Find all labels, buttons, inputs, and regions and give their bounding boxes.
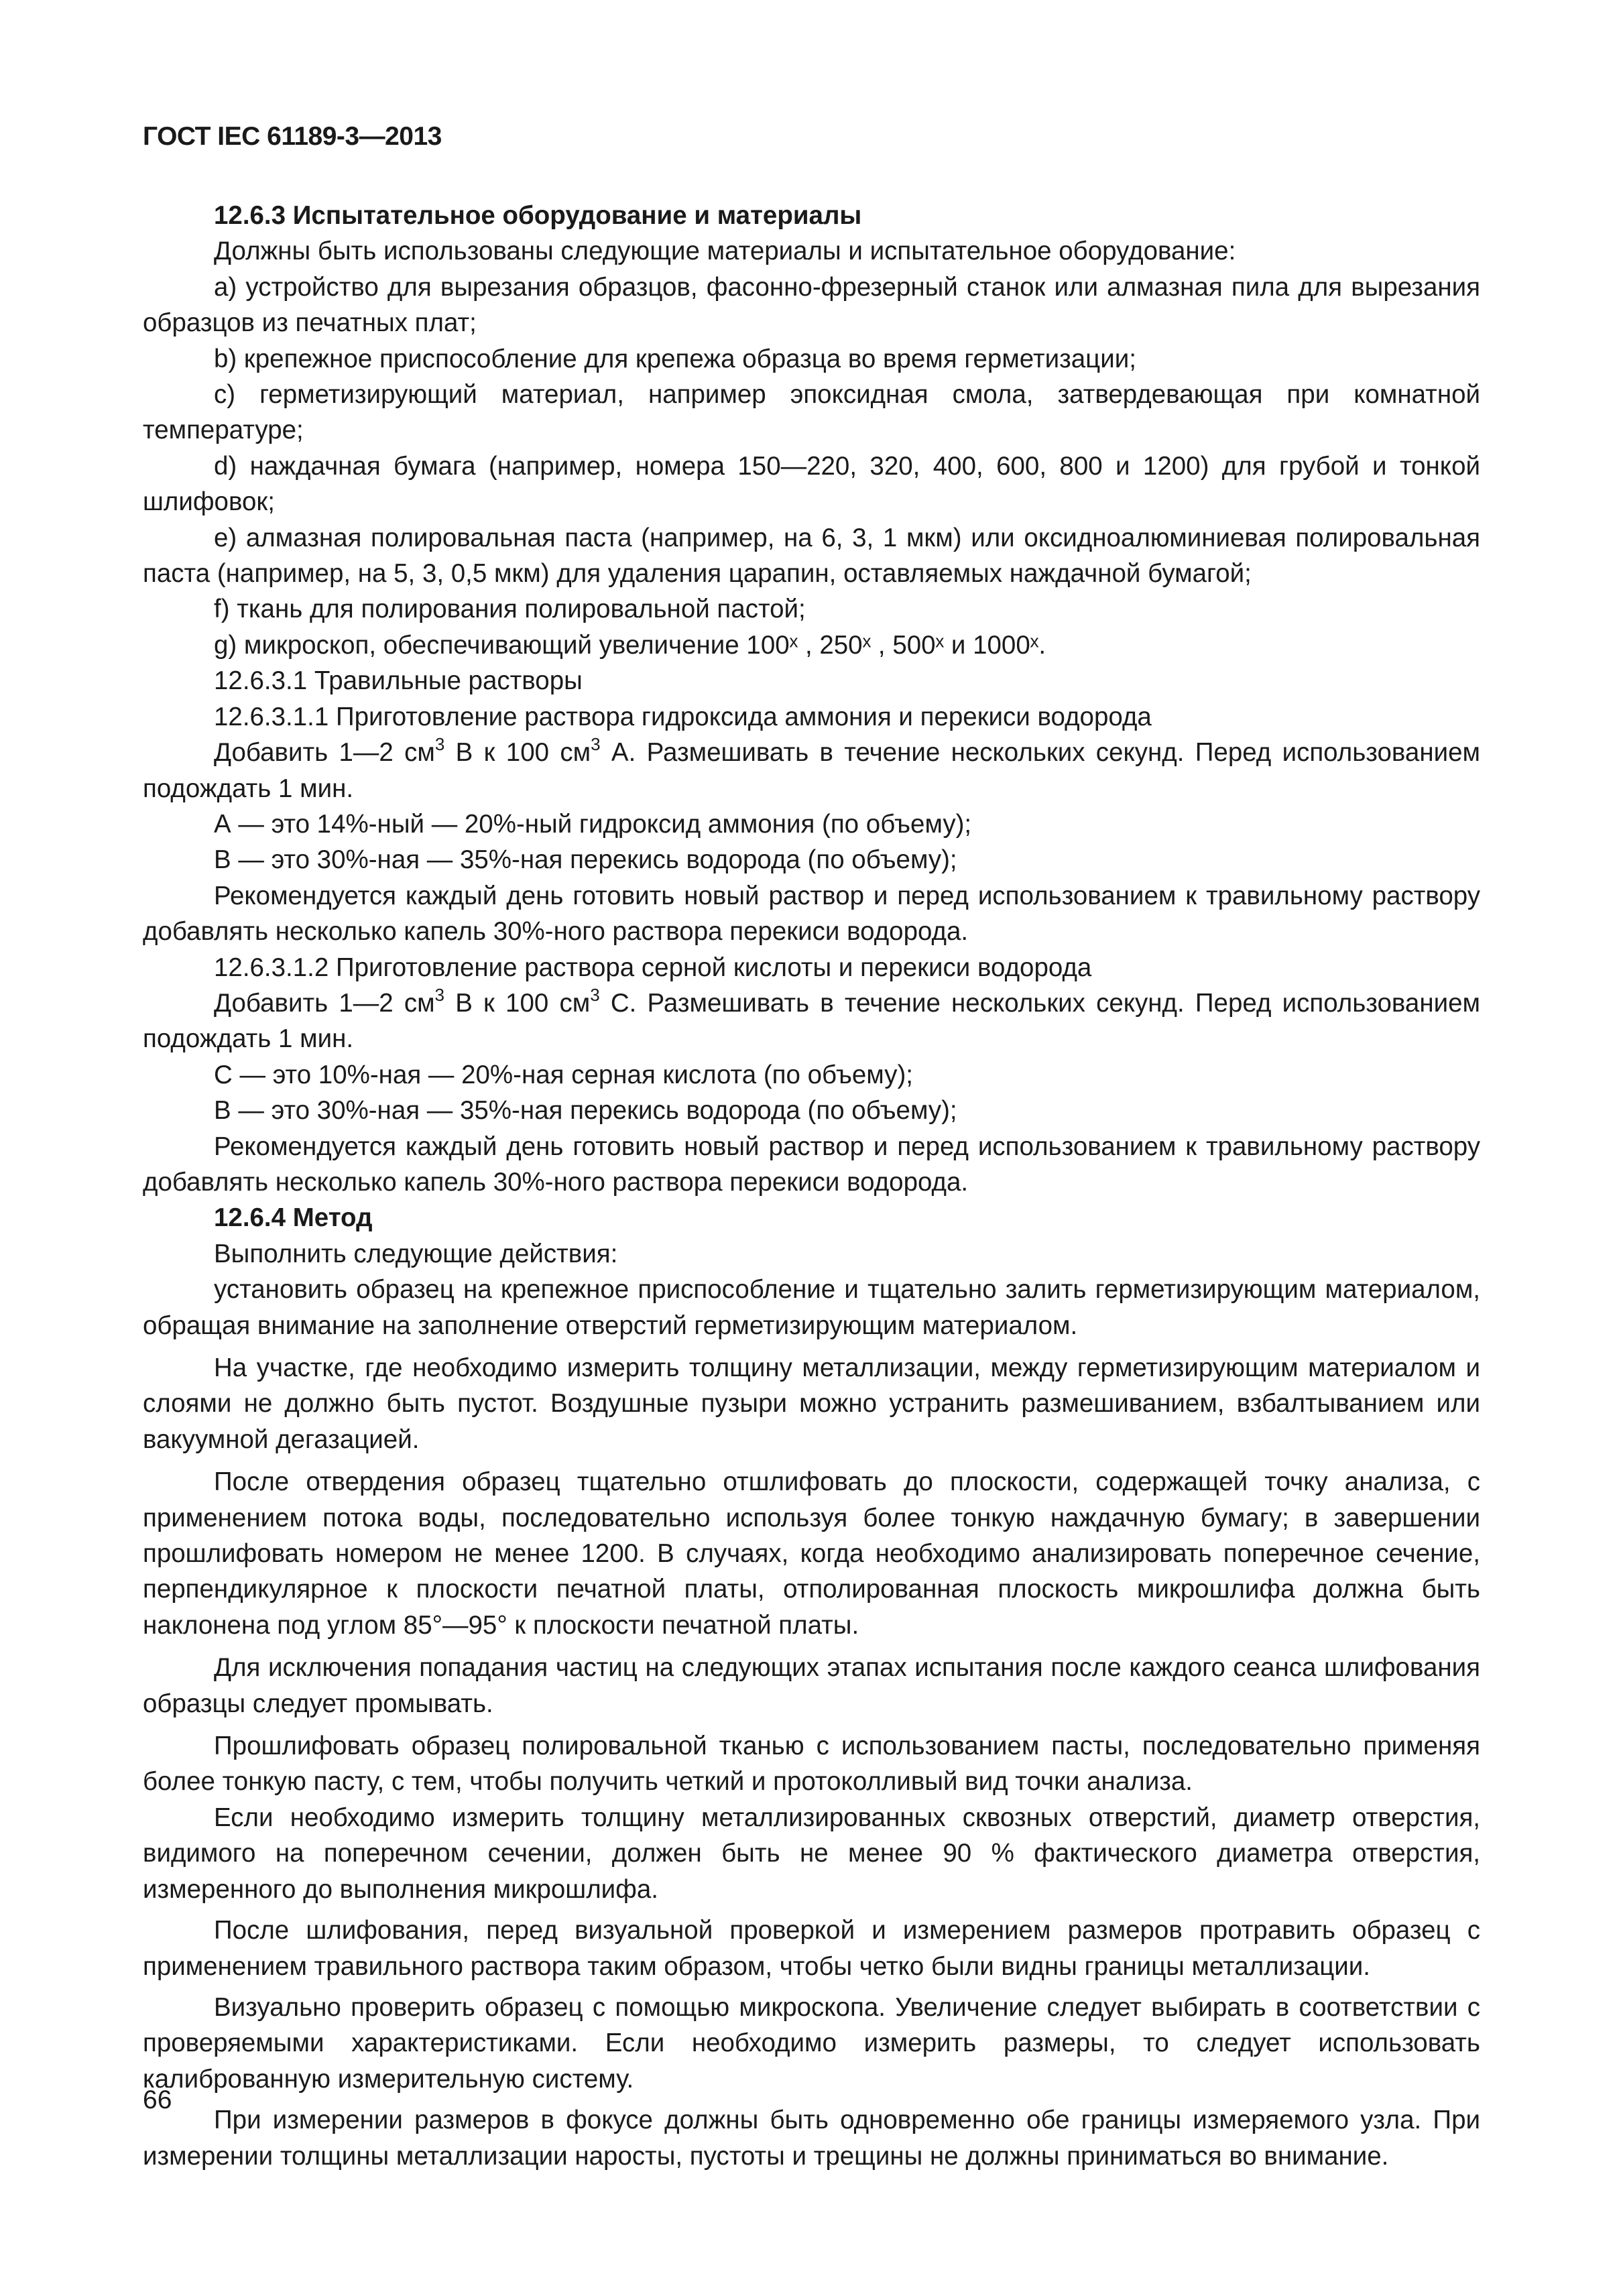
definition-c: С — это 10%-ная — 20%-ная серная кислота (по объему); (214, 1060, 913, 1089)
list-item-g: g) микроскоп, обеспечивающий увеличение 100ˣ , 250ˣ , 500ˣ и 1000ˣ. (214, 630, 1046, 660)
list-item-f: f) ткань для полирования полировальной пастой; (214, 595, 806, 624)
paragraph: На участке, где необходимо измерить толщину металлизации, между герметизирующим материалом и слоями не должно быть пустот. Воздушные пузыри можно устранить размешиванием, взбалтыванием или вакуумной дегазацией. (143, 1353, 1480, 1454)
section-heading-12-6-3: 12.6.3 Испытательное оборудование и материалы (214, 201, 862, 230)
subsection-heading-12-6-3-1: 12.6.3.1 Травильные растворы (214, 666, 583, 696)
paragraph: Выполнить следующие действия: (214, 1239, 618, 1268)
paragraph: Для исключения попадания частиц на следующих этапах испытания после каждого сеанса шлифования образцы следует промывать. (143, 1653, 1480, 1718)
list-item-b: b) крепежное приспособление для крепежа образца во время герметизации; (214, 344, 1136, 373)
list-item-d: d) наждачная бумага (например, номера 150—220, 320, 400, 600, 800 и 1200) для грубой и тонкой шлифовок; (143, 451, 1480, 517)
subsection-heading-12-6-3-1-1: 12.6.3.1.1 Приготовление раствора гидроксида аммония и перекиси водорода (214, 702, 1152, 731)
list-item-a: a) устройство для вырезания образцов, фасонно-фрезерный станок или алмазная пила для вырезания образцов из печатных плат; (143, 272, 1480, 338)
paragraph: Рекомендуется каждый день готовить новый раствор и перед использованием к травильному раствору добавлять несколько капель 30%-ного раствора перекиси водорода. (143, 1132, 1480, 1197)
paragraph: После отвердения образец тщательно отшлифовать до плоскости, содержащей точку анализа, с применением потока воды, последовательно используя более тонкую наждачную бумагу; в завершении прошлифовать номером не менее 1200. В случаях, когда необходимо анализировать поперечное сечение, перпендикулярное к плоскости печатной платы, отполированная плоскость микрошлифа должна быть наклонена под углом 85°—95° к плоскости печатной платы. (143, 1467, 1480, 1640)
paragraph-add-solution-1: Добавить 1—2 $см^3$ В к 100 $см^3$ А. Размешивать в течение нескольких секунд. Перед использованием подождать 1 мин. (143, 734, 1480, 803)
paragraph: Рекомендуется каждый день готовить новый раствор и перед использованием к травильному раствору добавлять несколько капель 30%-ного раствора перекиси водорода. (143, 881, 1480, 947)
paragraph: установить образец на крепежное приспособление и тщательно залить герметизирующим материалом, обращая внимание на заполнение отверстий герметизирующим материалом. (143, 1275, 1480, 1340)
standard-header: ГОСТ IEC 61189-3—2013 (143, 122, 442, 151)
paragraph-add-solution-2: Добавить 1—2 $см^3$ В к 100 $см^3$ С. Размешивать в течение нескольких секунд. Перед использованием подождать 1 мин. (143, 984, 1480, 1054)
section-heading-12-6-4: 12.6.4 Метод (214, 1203, 373, 1233)
paragraph: Визуально проверить образец с помощью микроскопа. Увеличение следует выбирать в соответствии с проверяемыми характеристиками. Если необходимо измерить размеры, то следует использовать калиброванную измерительную систему. (143, 1992, 1480, 2094)
paragraph: После шлифования, перед визуальной проверкой и измерением размеров протравить образец с применением травильного раствора таким образом, чтобы четко были видны границы металлизации. (143, 1916, 1480, 1981)
definition-a: А — это 14%-ный — 20%-ный гидроксид аммония (по объему); (214, 809, 972, 839)
subsection-heading-12-6-3-1-2: 12.6.3.1.2 Приготовление раствора серной кислоты и перекиси водорода (214, 953, 1092, 982)
list-item-e: e) алмазная полировальная паста (например, на 6, 3, 1 мкм) или оксидноалюминиевая полировальная паста (например, на 5, 3, 0,5 мкм) для удаления царапин, оставляемых наждачной бумагой; (143, 523, 1480, 589)
list-item-c: c) герметизирующий материал, например эпоксидная смола, затвердевающая при комнатной температуре; (143, 380, 1480, 445)
paragraph: Должны быть использованы следующие материалы и испытательное оборудование: (214, 237, 1236, 266)
paragraph: Прошлифовать образец полировальной тканью с использованием пасты, последовательно применяя более тонкую пасту, с тем, чтобы получить четкий и протоколливый вид точки анализа. (143, 1732, 1480, 1797)
definition-b: В — это 30%-ная — 35%-ная перекись водорода (по объему); (214, 845, 957, 875)
paragraph: Если необходимо измерить толщину металлизированных сквозных отверстий, диаметр отверстия, видимого на поперечном сечении, должен быть не менее 90 % фактического диаметра отверстия, измеренного до выполнения микрошлифа. (143, 1803, 1480, 1904)
definition-b: В — это 30%-ная — 35%-ная перекись водорода (по объему); (214, 1096, 957, 1126)
document-body (143, 198, 1480, 2174)
paragraph: При измерении размеров в фокусе должны быть одновременно обе границы измеряемого узла. При измерении толщины металлизации наросты, пустоты и трещины не должны приниматься во внимание. (143, 2106, 1480, 2171)
page-number: 66 (143, 2086, 172, 2114)
